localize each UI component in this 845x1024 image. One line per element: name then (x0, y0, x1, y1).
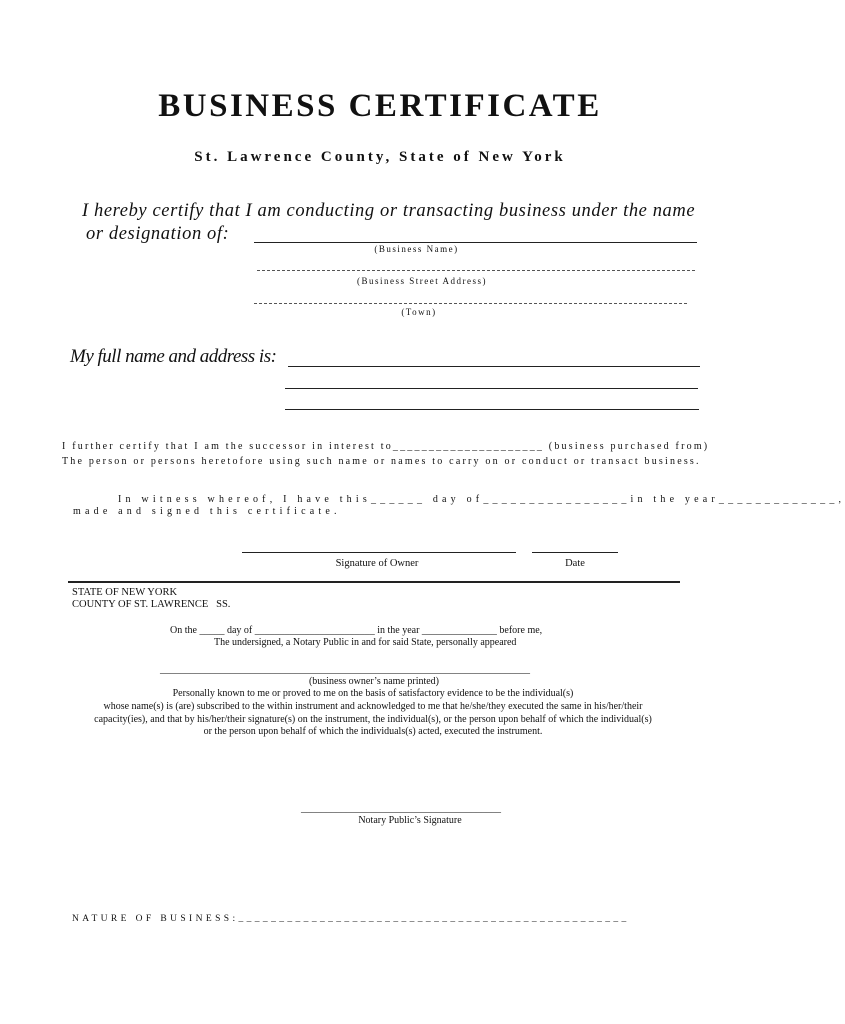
certify-line-1: I hereby certify that I am conducting or transacting business under the name (82, 201, 696, 221)
witness-line-2: made and signed this certificate. (73, 506, 341, 517)
address-field-1[interactable] (285, 388, 698, 389)
notary-body-line-3: capacity(ies), and that by his/her/their signature(s) on the instrument, the individual(s), or the person upon behalf of which the individual(s) (94, 714, 652, 725)
document-title: BUSINESS CERTIFICATE (158, 88, 602, 124)
notary-on-the-line: On the _____ day of ________________________ in the year _______________ before me, (170, 625, 543, 636)
full-name-field[interactable] (288, 366, 700, 367)
nature-of-business-field[interactable]: NATURE OF BUSINESS:________________________________________________ (72, 914, 630, 924)
notary-body-line-1: Personally known to me or proved to me on the basis of satisfactory evidence to be the individual(s) (172, 688, 574, 699)
owner-name-printed-caption: (business owner’s name printed) (308, 676, 440, 687)
notary-body-line-2: whose name(s) is (are) subscribed to the within instrument and acknowledged to me that he/she/they executed the same in his/her/their (103, 701, 643, 712)
notary-body-line-4: or the person upon behalf of which the individuals(s) acted, executed the instrument. (203, 726, 543, 737)
successor-line-1: I further certify that I am the successor in interest to_____________________ (business purchased from) (62, 441, 710, 452)
business-name-field[interactable] (254, 242, 697, 243)
notary-signature-label: Notary Public’s Signature (358, 815, 462, 826)
witness-line-1: In witness whereof, I have this______ day of________________in the year_____________, (118, 494, 845, 505)
date-field[interactable] (532, 552, 618, 553)
owner-signature-label: Signature of Owner (335, 558, 419, 569)
owner-name-printed-field[interactable]: __________________________________________________________________________ (160, 664, 530, 675)
owner-signature-field[interactable] (242, 552, 516, 553)
business-name-caption: (Business Name) (374, 244, 459, 254)
certify-line-2: or designation of: (86, 224, 230, 244)
section-divider (68, 581, 680, 583)
notary-county: COUNTY OF ST. LAWRENCE SS. (72, 599, 231, 610)
address-field-2[interactable] (285, 409, 699, 410)
notary-undersigned: The undersigned, a Notary Public in and for said State, personally appeared (214, 637, 517, 648)
successor-line-2: The person or persons heretofore using such name or names to carry on or conduct or transact business. (62, 456, 701, 467)
date-label: Date (565, 558, 585, 569)
town-caption: (Town) (401, 307, 437, 317)
notary-state: STATE OF NEW YORK (72, 587, 178, 598)
full-name-label: My full name and address is: (70, 346, 277, 367)
notary-signature-field[interactable]: ________________________________________ (301, 803, 501, 814)
business-street-address-caption: (Business Street Address) (357, 276, 487, 286)
business-street-address-field[interactable] (257, 270, 695, 271)
document-subtitle: St. Lawrence County, State of New York (194, 149, 566, 165)
town-field[interactable] (254, 303, 687, 304)
